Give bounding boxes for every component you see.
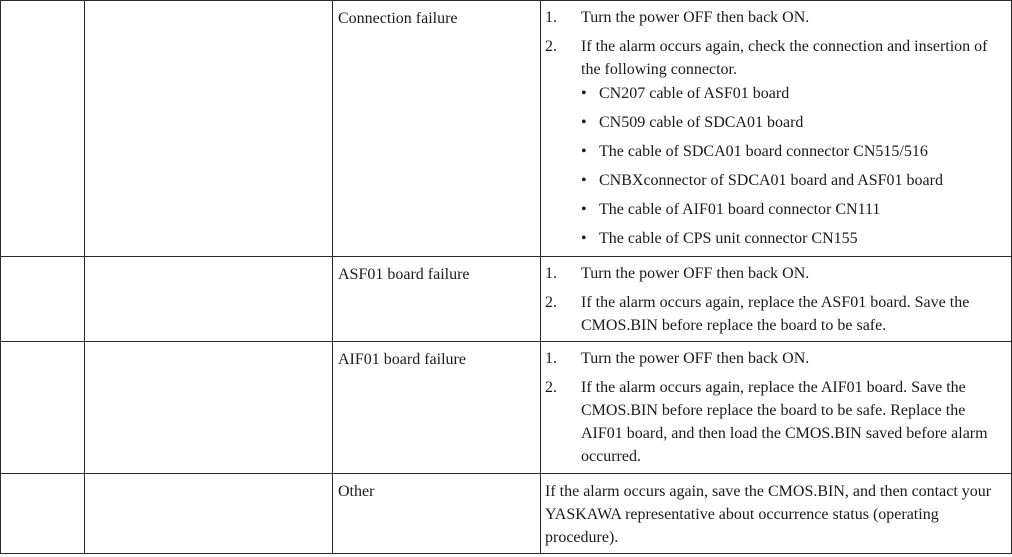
remedy-cell — [541, 342, 1012, 474]
table-row — [1, 1, 1012, 257]
bullet-icon: • — [581, 114, 587, 131]
alarm-number-cell — [1, 257, 85, 342]
list-item — [581, 227, 1001, 250]
remedy-step — [545, 347, 1001, 370]
cause-text: Other — [338, 483, 375, 500]
remedy-steps — [541, 1, 1011, 254]
step-text: If the alarm occurs again, replace the AIF01 board. Save the CMOS.BIN before replace the board to be safe. Replace the AIF01 board, and then load the CMOS.BIN saved before alarm occurred. — [581, 379, 988, 465]
alarm-number-cell — [1, 342, 85, 474]
list-item — [581, 140, 1001, 163]
alarm-name-cell — [85, 342, 333, 474]
bullet-icon: • — [581, 85, 587, 102]
remedy-steps — [541, 257, 1011, 341]
alarm-number-cell — [1, 1, 85, 257]
cause-text: AIF01 board failure — [338, 351, 466, 368]
cause-text: Connection failure — [338, 10, 458, 27]
step-number: 2. — [545, 294, 557, 311]
step-body — [581, 35, 1001, 250]
list-item — [581, 82, 1001, 105]
step-text: If the alarm occurs again, replace the ASF01 board. Save the CMOS.BIN before replace the board to be safe. — [581, 294, 970, 334]
step-text: Turn the power OFF then back ON. — [581, 350, 810, 367]
bullet-icon: • — [581, 230, 587, 247]
cause-cell — [333, 1, 541, 257]
bullet-icon: • — [581, 143, 587, 160]
remedy-step — [545, 291, 1001, 337]
remedy-step — [545, 6, 1001, 29]
list-item — [581, 111, 1001, 134]
list-item-text: CNBXconnector of SDCA01 board and ASF01 board — [599, 172, 943, 189]
list-item-text: The cable of CPS unit connector CN155 — [599, 230, 858, 247]
list-item-text: The cable of AIF01 board connector CN111 — [599, 201, 881, 218]
list-item-text: CN207 cable of ASF01 board — [599, 85, 790, 102]
list-item-text: The cable of SDCA01 board connector CN515/516 — [599, 143, 928, 160]
cause-cell — [333, 342, 541, 474]
step-number: 1. — [545, 9, 557, 26]
cause-cell — [333, 257, 541, 342]
remedy-cell — [541, 1, 1012, 257]
remedy-step — [545, 262, 1001, 285]
cause-text: ASF01 board failure — [338, 266, 470, 283]
remedy-cell — [541, 257, 1012, 342]
remedy-cell — [541, 474, 1012, 554]
remedy-steps — [541, 342, 1011, 472]
alarm-number-cell — [1, 474, 85, 554]
list-item-text: CN509 cable of SDCA01 board — [599, 114, 804, 131]
table-row — [1, 342, 1012, 474]
table-row — [1, 257, 1012, 342]
list-item — [581, 169, 1001, 192]
bullet-icon: • — [581, 201, 587, 218]
step-text: If the alarm occurs again, check the connection and insertion of the following connector. — [581, 38, 988, 78]
connector-list — [581, 82, 1001, 250]
remedy-step — [545, 35, 1001, 250]
step-text: Turn the power OFF then back ON. — [581, 9, 810, 26]
cause-cell — [333, 474, 541, 554]
step-number: 2. — [545, 38, 557, 55]
step-number: 1. — [545, 265, 557, 282]
alarm-name-cell — [85, 1, 333, 257]
step-text: Turn the power OFF then back ON. — [581, 265, 810, 282]
step-number: 1. — [545, 350, 557, 367]
alarm-name-cell — [85, 257, 333, 342]
bullet-icon: • — [581, 172, 587, 189]
remedy-step — [545, 376, 1001, 468]
step-number: 2. — [545, 379, 557, 396]
alarm-name-cell — [85, 474, 333, 554]
list-item — [581, 198, 1001, 221]
table-row — [1, 474, 1012, 554]
remedy-text: If the alarm occurs again, save the CMOS.BIN, and then contact your YASKAWA representative about occurrence status (operating procedure). — [545, 483, 992, 546]
